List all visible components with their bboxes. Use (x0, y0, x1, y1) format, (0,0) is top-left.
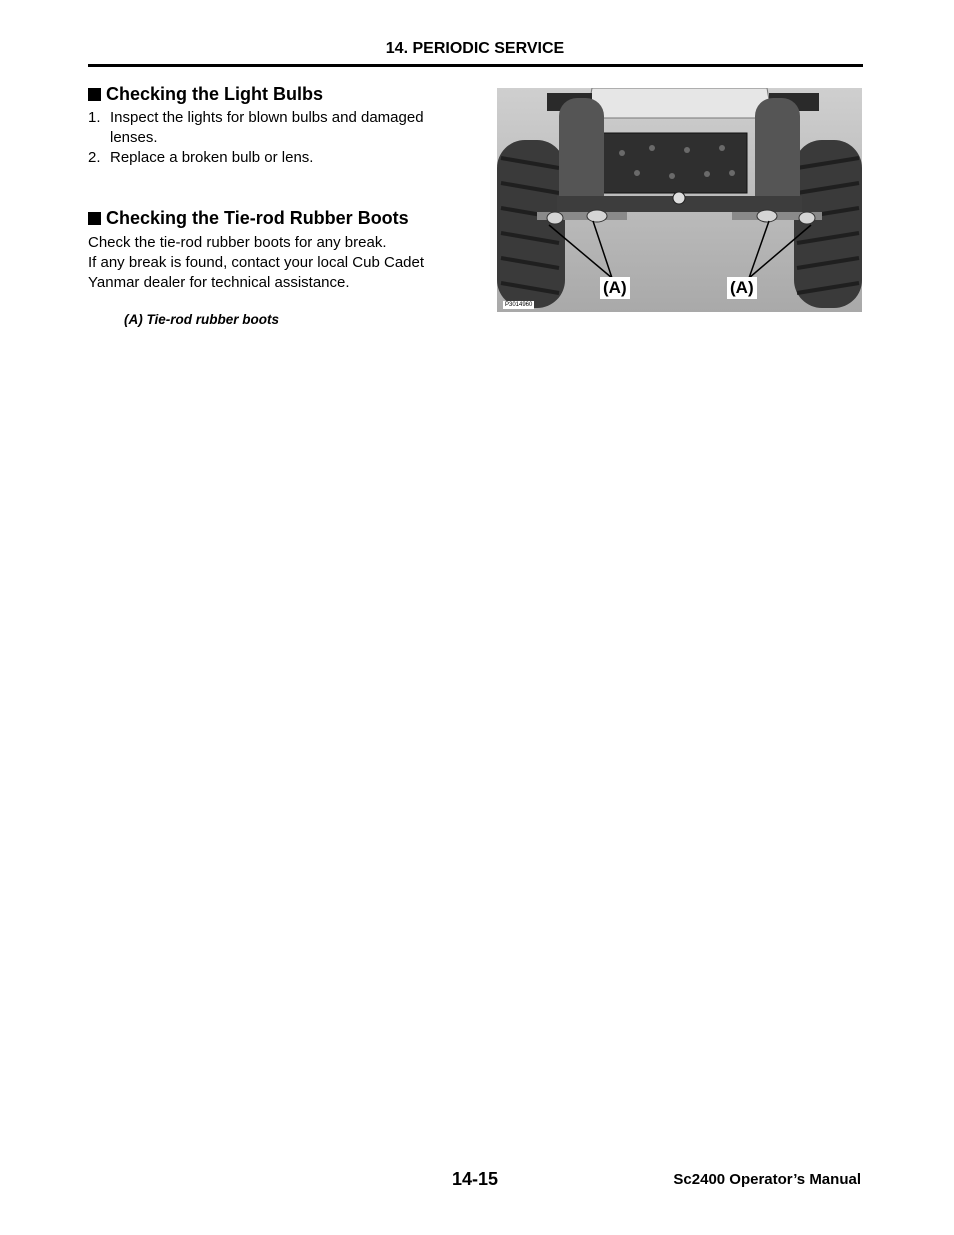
callout-label-a: (A) (727, 277, 757, 299)
photo-id: P3014960 (505, 302, 533, 308)
step-text: Replace a broken bulb or lens. (110, 149, 314, 166)
step-text: Inspect the lights for blown bulbs and damaged lenses. (110, 109, 424, 146)
body-paragraph: Check the tie-rod rubber boots for any break. (88, 234, 387, 251)
body-paragraph: If any break is found, contact your local Cub Cadet Yanmar dealer for technical assistance. (88, 254, 425, 291)
tractor-front-axle-illustration (497, 88, 862, 312)
tie-rod-photo (497, 88, 862, 312)
light-bulb-steps (88, 108, 458, 168)
header-rule (88, 64, 863, 67)
list-item (88, 108, 458, 148)
callout-label-a: (A) (600, 277, 630, 299)
left-column (88, 82, 458, 293)
step-number: 2. (88, 149, 101, 166)
square-bullet-icon (88, 88, 101, 101)
step-number: 1. (88, 109, 101, 126)
section-title-tie-rod (88, 206, 458, 230)
figure-caption: (A) Tie-rod rubber boots (124, 312, 279, 327)
section-title-text: Checking the Light Bulbs (106, 84, 324, 104)
page-header: 14. PERIODIC SERVICE (385, 40, 565, 57)
square-bullet-icon (88, 212, 101, 225)
page-number: 14-15 (452, 1169, 499, 1189)
manual-title: Sc2400 Operator’s Manual (673, 1171, 861, 1188)
list-item (88, 148, 458, 168)
section-title-light-bulbs (88, 82, 458, 106)
section-title-text: Checking the Tie-rod Rubber Boots (106, 208, 409, 228)
